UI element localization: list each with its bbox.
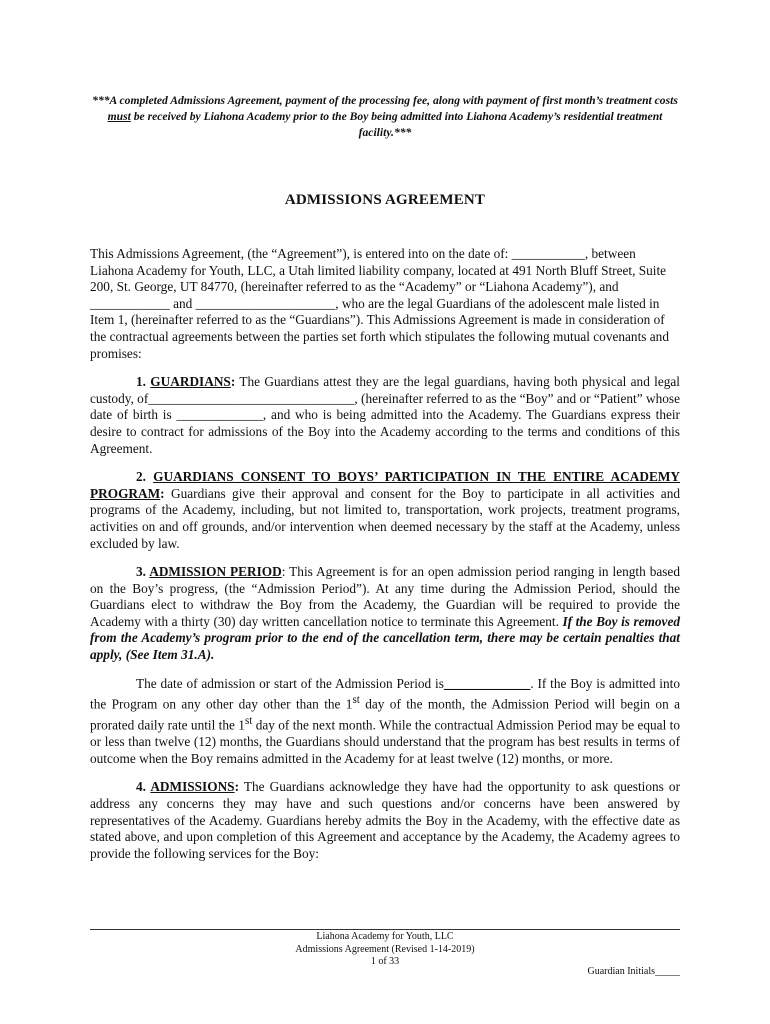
ordinal-sup-2: st [244, 715, 253, 728]
section-2-heading: GUARDIANS CONSENT TO BOYS’ PARTICIPATION IN THE ENTIRE ACADEMY PROGRAM [90, 469, 680, 501]
admission-date-text-b: . If the Boy is admitted into the Program on any other day other than the 1 [90, 675, 680, 712]
guardian-initials-field[interactable]: Guardian Initials_____ [587, 966, 680, 977]
page-footer [90, 931, 680, 969]
intro-paragraph: This Admissions Agreement, (the “Agreement”), is entered into on the date of: ___________, between Liahona Academy for Youth, LLC, a Utah limited liability company, located at 491 North Bluff Street, Suite 200, St. George, UT 84770, (hereinafter referred to as the “Academy” or “Liahona Academy”), and ____________ and _____________________, who are the legal Guardians of the adolescent male listed in Item 1, (hereinafter referred to as the “Guardians”). This Admissions Agreement is made in consideration of the contractual agreements between the parties set forth which stipulates the following mutual covenants and promises: [90, 246, 669, 361]
section-3-emphasis: If the Boy is removed from the Academy’s program prior to the end of the cancellation term, there may be certain penalties that apply, (See Item 31.A). [90, 613, 681, 663]
agreement-body [90, 246, 680, 874]
notice-must: must [107, 110, 131, 123]
section-4-heading: ADMISSIONS [150, 779, 235, 795]
section-3-colon: : [281, 564, 286, 580]
section-2-text: Guardians give their approval and consent for the Boy to participate in all activities and programs of the Academy, including, but not limited to, transportation, work projects, treatment programs, activities on and off grounds, and/or intervention when deemed necessary by the staff at the Academy, unless excluded by law. [90, 485, 680, 551]
notice-part1: ***A completed Admissions Agreement, payment of the processing fee, along with payment of first month’s treatment costs [92, 94, 678, 107]
admission-date-text-c: day of the month, the Admission Period will begin on a prorated daily rate until the 1 [90, 696, 680, 733]
admission-date-text-a: The date of admission or start of the Admission Period is [136, 675, 444, 691]
section-2-colon: : [160, 485, 165, 501]
admission-notice [90, 93, 680, 141]
section-2-number: 2. [136, 469, 154, 485]
section-1-colon: : [230, 374, 236, 390]
ordinal-sup-1: st [352, 694, 360, 707]
section-4-number: 4. [136, 779, 151, 795]
section-3-heading: ADMISSION PERIOD [149, 564, 282, 580]
section-4 [90, 779, 680, 862]
section-1-heading: GUARDIANS [150, 374, 231, 390]
footer-revision: Admissions Agreement (Revised 1-14-2019) [295, 943, 475, 955]
section-3 [90, 564, 680, 664]
section-1 [90, 374, 680, 457]
section-3-text: This Agreement is for an open admission period ranging in length based on the Boy’s progress, (the “Admission Period”). At any time during the Admission Period, should the Guardians elect to withdraw the Boy from the Academy, the Guardian will be required to provide the Academy with a thirty (30) day written cancellation notice to terminate this Agreement. [90, 564, 680, 629]
admission-date-text-d: day of the next month. While the contractual Admission Period may be equal to or less than twelve (12) months, the Guardians should understand that the program has best results in terms of outcome when the Boy remains admitted in the Academy for at least twelve (12) months, or more. [90, 717, 680, 766]
section-2 [90, 469, 680, 552]
admission-date-blank: _____________ [443, 675, 531, 691]
section-4-colon: : [234, 779, 240, 795]
footer-divider [90, 929, 680, 930]
footer-page-number: 1 of 33 [370, 956, 400, 967]
page-title: ADMISSIONS AGREEMENT [284, 192, 486, 208]
notice-part2: be received by Liahona Academy prior to the Boy being admitted into Liahona Academy’s residential treatment facility.*** [130, 110, 663, 139]
section-4-text: The Guardians acknowledge they have had the opportunity to ask questions or address any concerns they may have and such questions and/or concerns have been answered by representatives of the Academy. Guardians hereby admits the Boy in the Academy, with the effective date as stated above, and upon completion of this Agreement and acceptance by the Academy, the Academy agrees to provide the following services for the Boy: [90, 779, 680, 861]
section-3-admission-date [90, 676, 680, 768]
section-1-text: The Guardians attest they are the legal guardians, having both physical and legal custody, of_______________________________, (hereinafter referred to as the “Boy” and or “Patient” whose date of birth is _____________, and who is being admitted into the Academy. The Guardians express their desire to contract for admissions of the Boy into the Academy according to the terms and conditions of this Agreement. [90, 374, 681, 456]
section-1-number: 1. [136, 374, 151, 390]
section-3-number: 3. [136, 564, 150, 580]
footer-company: Liahona Academy for Youth, LLC [316, 931, 454, 942]
